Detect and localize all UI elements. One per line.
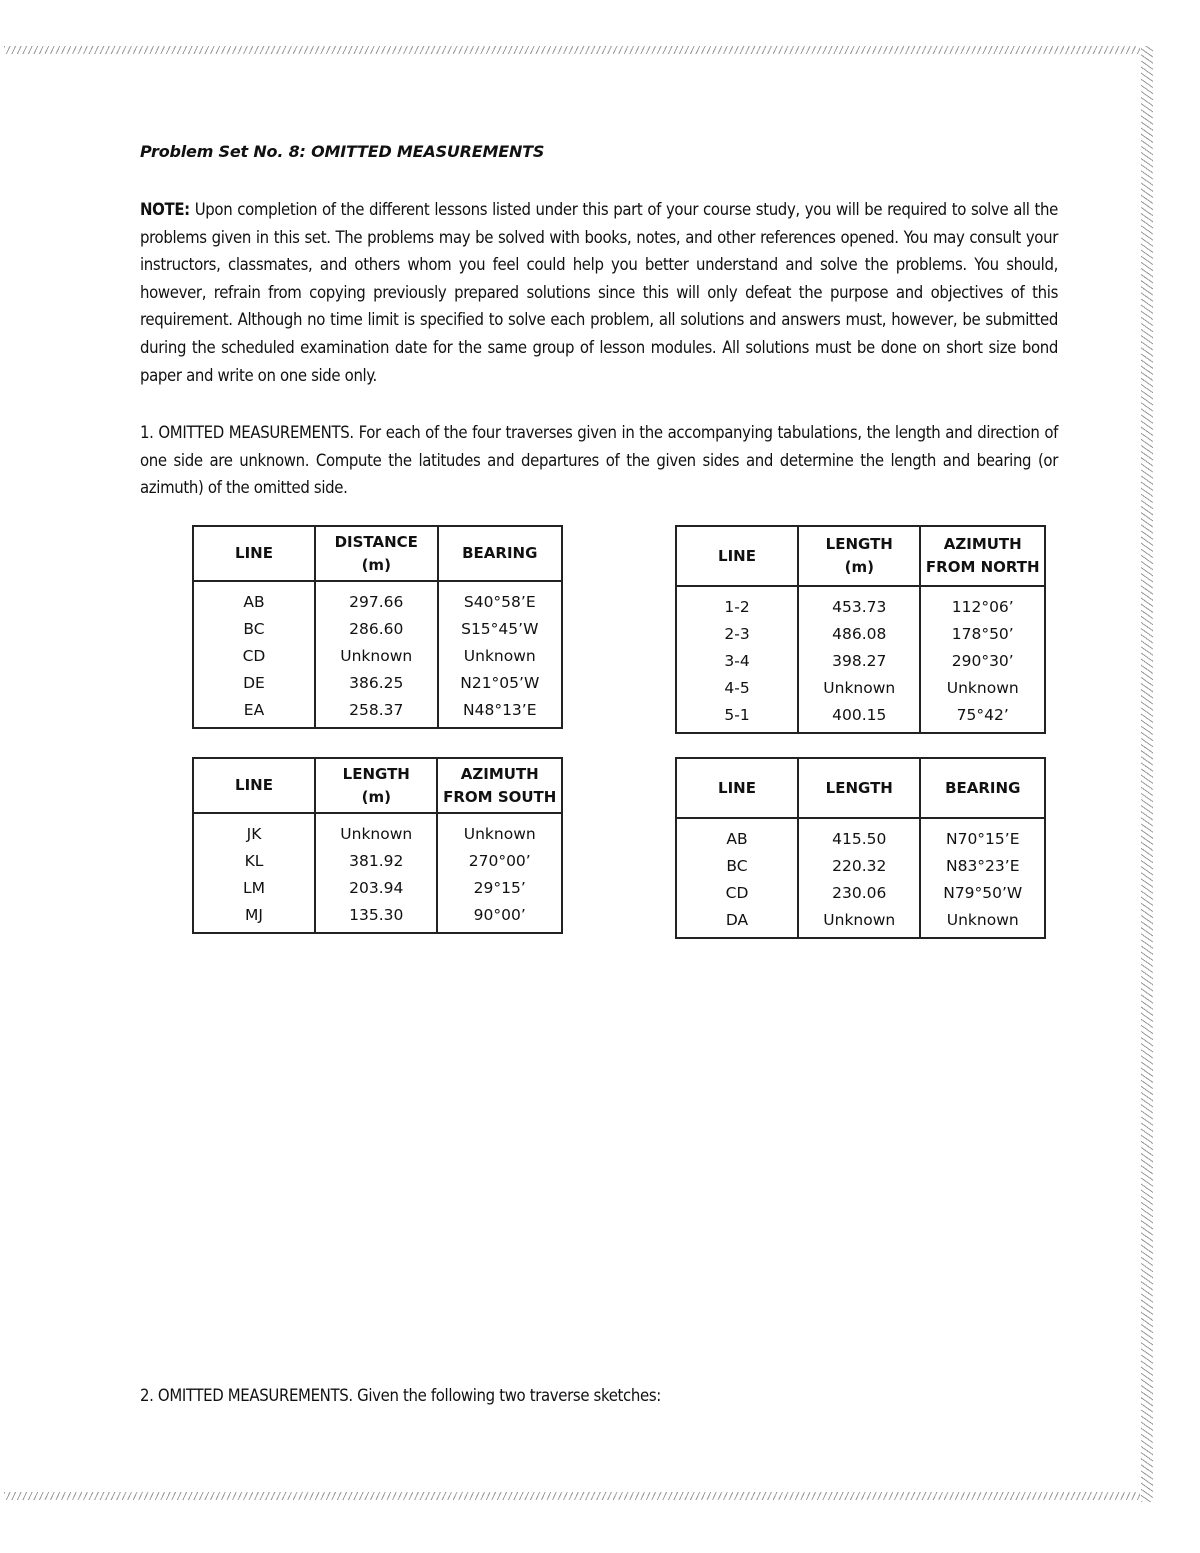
- problem-1-text: 1. OMITTED MEASUREMENTS. For each of the four traverses given in the accompanying tabulations, the length and direction of one side are unknown. Compute the latitudes and departures of the given sides and determine the length and bearing (or azimuth) of the omitted side.: [140, 423, 1058, 498]
- column-header: LINE: [676, 526, 798, 586]
- table-cell: MJ: [245, 906, 263, 924]
- table-cell: AB: [726, 830, 748, 848]
- table-header-row: [676, 526, 1045, 586]
- table-cell: 258.37: [315, 697, 438, 728]
- table-row: [676, 818, 1045, 853]
- table-row: [193, 875, 562, 902]
- table-cell: N21°05’W: [438, 670, 562, 697]
- traverse-table-1: [192, 525, 563, 729]
- table-row: [676, 675, 1045, 702]
- table-cell: 381.92: [315, 848, 437, 875]
- table-cell: N70°15’E: [920, 818, 1045, 853]
- table-cell: 220.32: [798, 853, 920, 880]
- table-cell: 400.15: [798, 702, 920, 733]
- table-cell: Unknown: [437, 813, 562, 848]
- table-cell: CD: [725, 884, 749, 902]
- table-row: [193, 813, 562, 848]
- table-row: [193, 581, 562, 616]
- table-cell: Unknown: [920, 907, 1045, 938]
- table-cell: 398.27: [798, 648, 920, 675]
- table-cell: 203.94: [315, 875, 437, 902]
- table-cell: EA: [243, 701, 265, 719]
- column-header: DISTANCE (m): [315, 526, 438, 581]
- table-cell: 75°42’: [920, 702, 1045, 733]
- table-row: [193, 697, 562, 728]
- table-cell: 29°15’: [437, 875, 562, 902]
- table-cell: S40°58’E: [438, 581, 562, 616]
- table-cell: 297.66: [315, 581, 438, 616]
- table-cell: 486.08: [798, 621, 920, 648]
- traverse-table-3: [192, 757, 563, 934]
- table-cell: KL: [244, 852, 264, 870]
- table-cell: LM: [243, 879, 266, 897]
- table-cell: DA: [725, 911, 749, 929]
- column-header: BEARING: [438, 526, 562, 581]
- table-cell: Unknown: [798, 907, 920, 938]
- table-cell: N83°23’E: [920, 853, 1045, 880]
- table-cell: AB: [243, 593, 265, 611]
- column-header: LENGTH: [798, 758, 920, 818]
- column-header: LENGTH (m): [798, 526, 920, 586]
- table-cell: Unknown: [798, 675, 920, 702]
- table-row: [676, 586, 1045, 621]
- table-row: [193, 670, 562, 697]
- table-header-row: [193, 758, 562, 813]
- table-row: [676, 702, 1045, 733]
- table-cell: 453.73: [798, 586, 920, 621]
- table-cell: 230.06: [798, 880, 920, 907]
- table-cell: N48°13’E: [438, 697, 562, 728]
- table-cell: 5-1: [724, 706, 750, 724]
- table-cell: Unknown: [438, 643, 562, 670]
- table-cell: 2-3: [724, 625, 750, 643]
- column-header: AZIMUTH FROM NORTH: [920, 526, 1045, 586]
- table-row: [676, 853, 1045, 880]
- table-cell: N79°50’W: [920, 880, 1045, 907]
- table-cell: 270°00’: [437, 848, 562, 875]
- table-cell: 135.30: [315, 902, 437, 933]
- table-cell: CD: [242, 647, 266, 665]
- table-cell: S15°45’W: [438, 616, 562, 643]
- traverse-table-4: [675, 757, 1046, 939]
- note-paragraph: [140, 196, 1058, 389]
- table-cell: DE: [243, 674, 265, 692]
- table-cell: BC: [243, 620, 265, 638]
- table-cell: JK: [246, 825, 262, 843]
- table-cell: 112°06’: [920, 586, 1045, 621]
- table-header-row: [193, 526, 562, 581]
- table-row: [193, 902, 562, 933]
- table-header-row: [676, 758, 1045, 818]
- table-cell: 3-4: [724, 652, 750, 670]
- table-cell: 386.25: [315, 670, 438, 697]
- table-row: [676, 648, 1045, 675]
- table-row: [193, 616, 562, 643]
- table-cell: 290°30’: [920, 648, 1045, 675]
- problem-set-title: Problem Set No. 8: OMITTED MEASUREMENTS: [140, 142, 545, 161]
- page-border-right: [1141, 46, 1153, 1502]
- page-border-bottom: [4, 1492, 1140, 1500]
- table-row: [193, 643, 562, 670]
- table-row: [676, 621, 1045, 648]
- table-cell: BC: [726, 857, 748, 875]
- column-header: LINE: [193, 526, 315, 581]
- column-header: LINE: [193, 758, 315, 813]
- page-border-top: [4, 46, 1140, 54]
- note-text: Upon completion of the different lessons listed under this part of your course study, you will be required to solve all the problems given in this set. The problems may be solved with books, notes, and other references opened. You may consult your instructors, classmates, and others whom you feel could help you better understand and solve the problems. You should, however, refrain from copying previously prepared solutions since this will only defeat the purpose and objectives of this requirement. Although no time limit is specified to solve each problem, all solutions and answers must, however, be submitted during the scheduled examination date for the same group of lesson modules. All solutions must be done on short size bond paper and write on one side only.: [140, 200, 1058, 385]
- table-cell: Unknown: [315, 643, 438, 670]
- traverse-table-2: [675, 525, 1046, 734]
- table-cell: 90°00’: [437, 902, 562, 933]
- column-header: LINE: [676, 758, 798, 818]
- problem-2-text: 2. OMITTED MEASUREMENTS. Given the following two traverse sketches:: [140, 1386, 661, 1405]
- column-header: LENGTH (m): [315, 758, 437, 813]
- note-lead: NOTE:: [140, 200, 190, 219]
- column-header: AZIMUTH FROM SOUTH: [437, 758, 562, 813]
- table-cell: 415.50: [798, 818, 920, 853]
- table-cell: 1-2: [724, 598, 750, 616]
- table-cell: 4-5: [724, 679, 750, 697]
- table-cell: 286.60: [315, 616, 438, 643]
- table-row: [193, 848, 562, 875]
- table-row: [676, 880, 1045, 907]
- column-header: BEARING: [920, 758, 1045, 818]
- table-row: [676, 907, 1045, 938]
- table-cell: Unknown: [315, 813, 437, 848]
- table-cell: 178°50’: [920, 621, 1045, 648]
- table-cell: Unknown: [920, 675, 1045, 702]
